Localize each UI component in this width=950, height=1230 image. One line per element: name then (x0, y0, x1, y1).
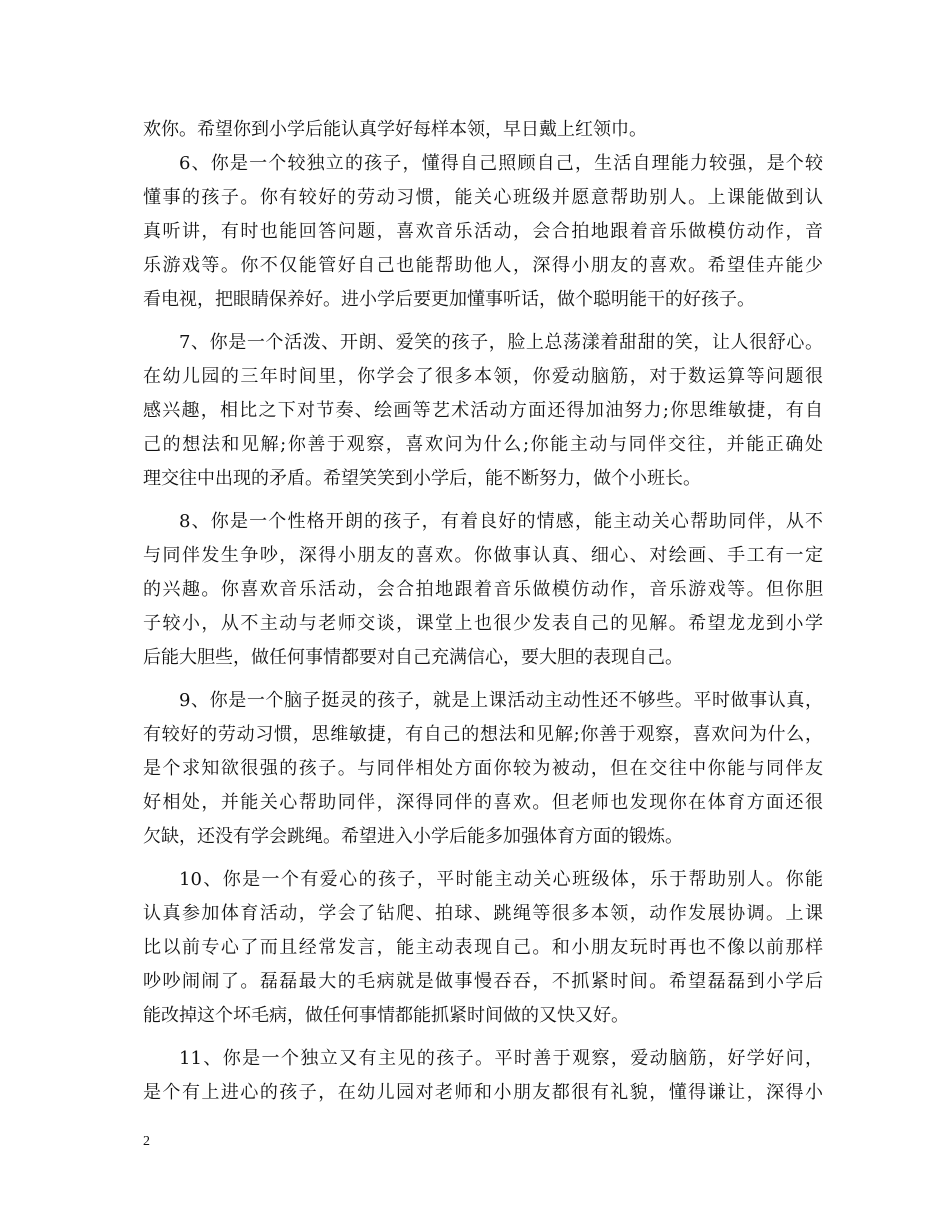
text-line: 11、你是一个独立又有主见的孩子。平时善于观察，爱动脑筋，好学好问， (179, 1048, 823, 1069)
text-line: 9、你是一个脑子挺灵的孩子，就是上课活动主动性还不够些。平时做事认真， (179, 690, 823, 711)
text-line: 认真参加体育活动，学会了钻爬、拍球、跳绳等很多本领，动作发展协调。上课 (143, 903, 823, 924)
text-line: 好相处，并能关心帮助同伴，深得同伴的喜欢。但老师也发现你在体育方面还很 (143, 792, 823, 813)
text-line: 后能大胆些，做任何事情都要对自己充满信心，要大胆的表现自己。 (143, 647, 683, 668)
text-line: 7、你是一个活泼、开朗、爱笑的孩子，脸上总荡漾着甜甜的笑，让人很舒心。 (179, 332, 823, 353)
text-line: 看电视，把眼睛保养好。进小学后要更加懂事听话，做个聪明能干的好孩子。 (143, 289, 755, 310)
text-line: 6、你是一个较独立的孩子，懂得自己照顾自己，生活自理能力较强，是个较 (179, 153, 823, 174)
text-line: 吵吵闹闹了。磊磊最大的毛病就是做事慢吞吞，不抓紧时间。希望磊磊到小学后 (143, 971, 823, 992)
text-line: 真听讲，有时也能回答问题，喜欢音乐活动，会合拍地跟着音乐做模仿动作，音 (143, 221, 823, 242)
page-number: 2 (143, 1134, 150, 1149)
text-line: 是个求知欲很强的孩子。与同伴相处方面你较为被动，但在交往中你能与同伴友 (143, 758, 823, 779)
text-line: 己的想法和见解;你善于观察，喜欢问为什么;你能主动与同伴交往，并能正确处 (143, 434, 823, 455)
text-line: 欢你。希望你到小学后能认真学好每样本领，早日戴上红领巾。 (143, 119, 647, 140)
text-line: 是个有上进心的孩子，在幼儿园对老师和小朋友都很有礼貌，懂得谦让，深得小 (143, 1082, 823, 1103)
text-line: 8、你是一个性格开朗的孩子，有着良好的情感，能主动关心帮助同伴，从不 (179, 511, 823, 532)
text-line: 懂事的孩子。你有较好的劳动习惯，能关心班级并愿意帮助别人。上课能做到认 (143, 187, 823, 208)
text-line: 比以前专心了而且经常发言，能主动表现自己。和小朋友玩时再也不像以前那样 (143, 937, 823, 958)
text-line: 感兴趣，相比之下对节奏、绘画等艺术活动方面还得加油努力;你思维敏捷，有自 (143, 400, 823, 421)
text-line: 在幼儿园的三年时间里，你学会了很多本领，你爱动脑筋，对于数运算等问题很 (143, 366, 823, 387)
text-line: 欠缺，还没有学会跳绳。希望进入小学后能多加强体育方面的锻炼。 (143, 826, 683, 847)
text-line: 能改掉这个坏毛病，做任何事情都能抓紧时间做的又快又好。 (143, 1005, 629, 1026)
text-line: 与同伴发生争吵，深得小朋友的喜欢。你做事认真、细心、对绘画、手工有一定 (143, 545, 823, 566)
text-line: 的兴趣。你喜欢音乐活动，会合拍地跟着音乐做模仿动作，音乐游戏等。但你胆 (143, 579, 823, 600)
text-line: 子较小，从不主动与老师交谈，课堂上也很少发表自己的见解。希望龙龙到小学 (143, 613, 823, 634)
text-line: 乐游戏等。你不仅能管好自己也能帮助他人，深得小朋友的喜欢。希望佳卉能少 (143, 255, 823, 276)
text-line: 10、你是一个有爱心的孩子，平时能主动关心班级体，乐于帮助别人。你能 (179, 869, 823, 890)
text-line: 理交往中出现的矛盾。希望笑笑到小学后，能不断努力，做个小班长。 (143, 468, 701, 489)
text-line: 有较好的劳动习惯，思维敏捷，有自己的想法和见解;你善于观察，喜欢问为什么， (143, 724, 823, 745)
